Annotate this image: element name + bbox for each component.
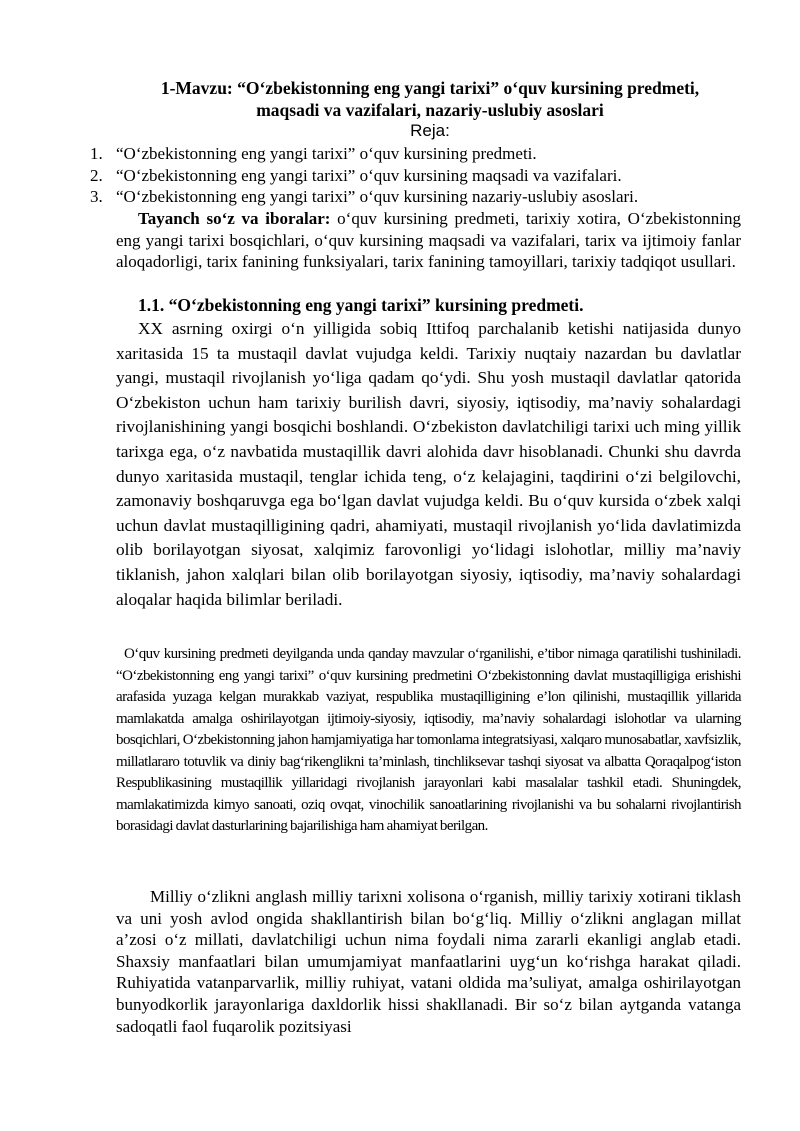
body-paragraph-2: O‘quv kursining predmeti deyilganda unda qanday mavzular o‘rganilishi, e’tibor nimaga qaratilishi tushiniladi. “O‘zbekistonning eng yangi tarixi” o‘quv kursining predmetini O‘zbekistonning davlat mustaqilligiga erishishi arafasida yuzaga kelgan murakkab vaziyat, respublika mustaqilligining e’lon qilinishi, mustaqillik yillarida mamlakatda amalga oshirilayotgan ijtimoiy-siyosiy, iqtisodiy, ma’naviy sohalardagi islohotlar va ularning bosqichlari, O‘zbekistonning jahon hamjamiyatiga har tomonlama integratsiyasi, xalqaro munosabatlar, xavfsizlik, millatlararo totuvlik va diniy bag‘rikenglikni ta’minlash, tinchliksevar tashqi siyosat va albatta Qoraqalpog‘iston Respublikasining mustaqillik yillaridagi rivojlanish jarayonlari kabi masalalar tashkil etadi. Shuningdek, mamlakatimizda kimyo sanoati, oziq ovqat, vinochilik sanoatlarining rivojlanishi va bu sohalarni rivojlantirish borasidagi davlat dasturlarining bajarilishiga ham ahamiyat berilgan. [116, 646, 741, 834]
plan-item-number: 3. [90, 187, 103, 206]
plan-item-text: “O‘zbekistonning eng yangi tarixi” o‘quv kursining maqsadi va vazifalari. [116, 165, 622, 185]
title-line-2: maqsadi va vazifalari, nazariy-uslubiy asoslari [256, 100, 604, 120]
body-paragraph-3: Milliy o‘zlikni anglash milliy tarixni xolisona o‘rganish, milliy tarixiy xotirani tiklash va uni yosh avlod ongida shakllantirish bilan bo‘g‘liq. Milliy o‘zlikni anglagan millat a’zosi o‘z millati, davlatchiligi uchun nima foydali nima zararli ekanligi anglab etadi. Shaxsiy manfaatlari bilan umumjamiyat manfaatlarini uyg‘un ko‘rishga harakat qiladi. Ruhiyatida vatanparvarlik, milliy ruhiyat, vatani oldida ma’suliyat, amalga oshirilayotgan bunyodkorlik jarayonlariga daxldorlik hissi shakllanadi. Bir so‘z bilan aytganda vatanga sadoqatli faol fuqarolik pozitsiyasi [116, 887, 741, 1036]
keywords-label: Tayanch so‘z va iboralar: [138, 209, 331, 228]
plan-item [90, 165, 638, 187]
keywords-text: o‘quv kursining predmeti, tarixiy xotira, O‘zbekistonning eng yangi tarixi bosqichlari, o‘quv kursining maqsadi va vazifalari, tarix va ijtimoiy fanlar aloqadorligi, tarix fanining funksiyalari, tarix fanining tamoyillari, tarixiy tadqiqot usullari. [116, 209, 741, 272]
keywords-paragraph [116, 208, 741, 273]
plan-item-text: “O‘zbekistonning eng yangi tarixi” o‘quv kursining predmeti. [116, 144, 537, 163]
plan-item [90, 143, 638, 165]
section-heading: 1.1. “O‘zbekistonning eng yangi tarixi” kursining predmeti. [138, 295, 584, 315]
plan-item-number: 2. [90, 165, 103, 185]
plan-item-text: “O‘zbekistonning eng yangi tarixi” o‘quv kursining nazariy-uslubiy asoslari. [116, 187, 639, 206]
plan-item-number: 1. [90, 144, 103, 163]
body-paragraph-1: XX asrning oxirgi o‘n yilligida sobiq Ittifoq parchalanib ketishi natijasida dunyo xaritasida 15 ta mustaqil davlat vujudga keldi. Tarixiy nuqtaiy nazardan bu davlatlar yangi, mustaqil rivojlanish yo‘liga qadam qo‘ydi. Shu yosh mustaqil davlatlar qatorida O‘zbekiston uchun ham tarixiy burilish davri, siyosiy, iqtisodiy, ma’naviy sohalardagi rivojlanishining yangi bosqichi boshlandi. O‘zbekiston davlatchiligi tarixi uch ming yillik tarixga ega, o‘z navbatida mustaqillik davri alohida davr hisoblanadi. Chunki shu davrda dunyo xaritasida mustaqil, tenglar ichida teng, o‘z kelajagini, taqdirini o‘zi belgilovchi, zamonaviy boshqaruvga ega bo‘lgan davlat vujudga keldi. Bu o‘quv kursida o‘zbek xalqi uchun davlat mustaqilligining qadri, ahamiyati, mustaqil rivojlanish yo‘lida davlatimizda olib borilayotgan siyosat, xalqimiz farovonligi yo‘lidagi islohotlar, milliy ma’naviy tiklanish, jahon xalqlari bilan olib borilayotgan siyosiy, iqtisodiy, ma’naviy sohalardagi aloqalar haqida bilimlar beriladi. [116, 319, 741, 609]
plan-heading: Reja: [410, 121, 450, 140]
plan-list [90, 143, 638, 208]
page-title [100, 77, 760, 121]
title-line-1: 1-Mavzu: “O‘zbekistonning eng yangi tarixi” o‘quv kursining predmeti, [160, 78, 700, 98]
plan-item [90, 186, 638, 208]
